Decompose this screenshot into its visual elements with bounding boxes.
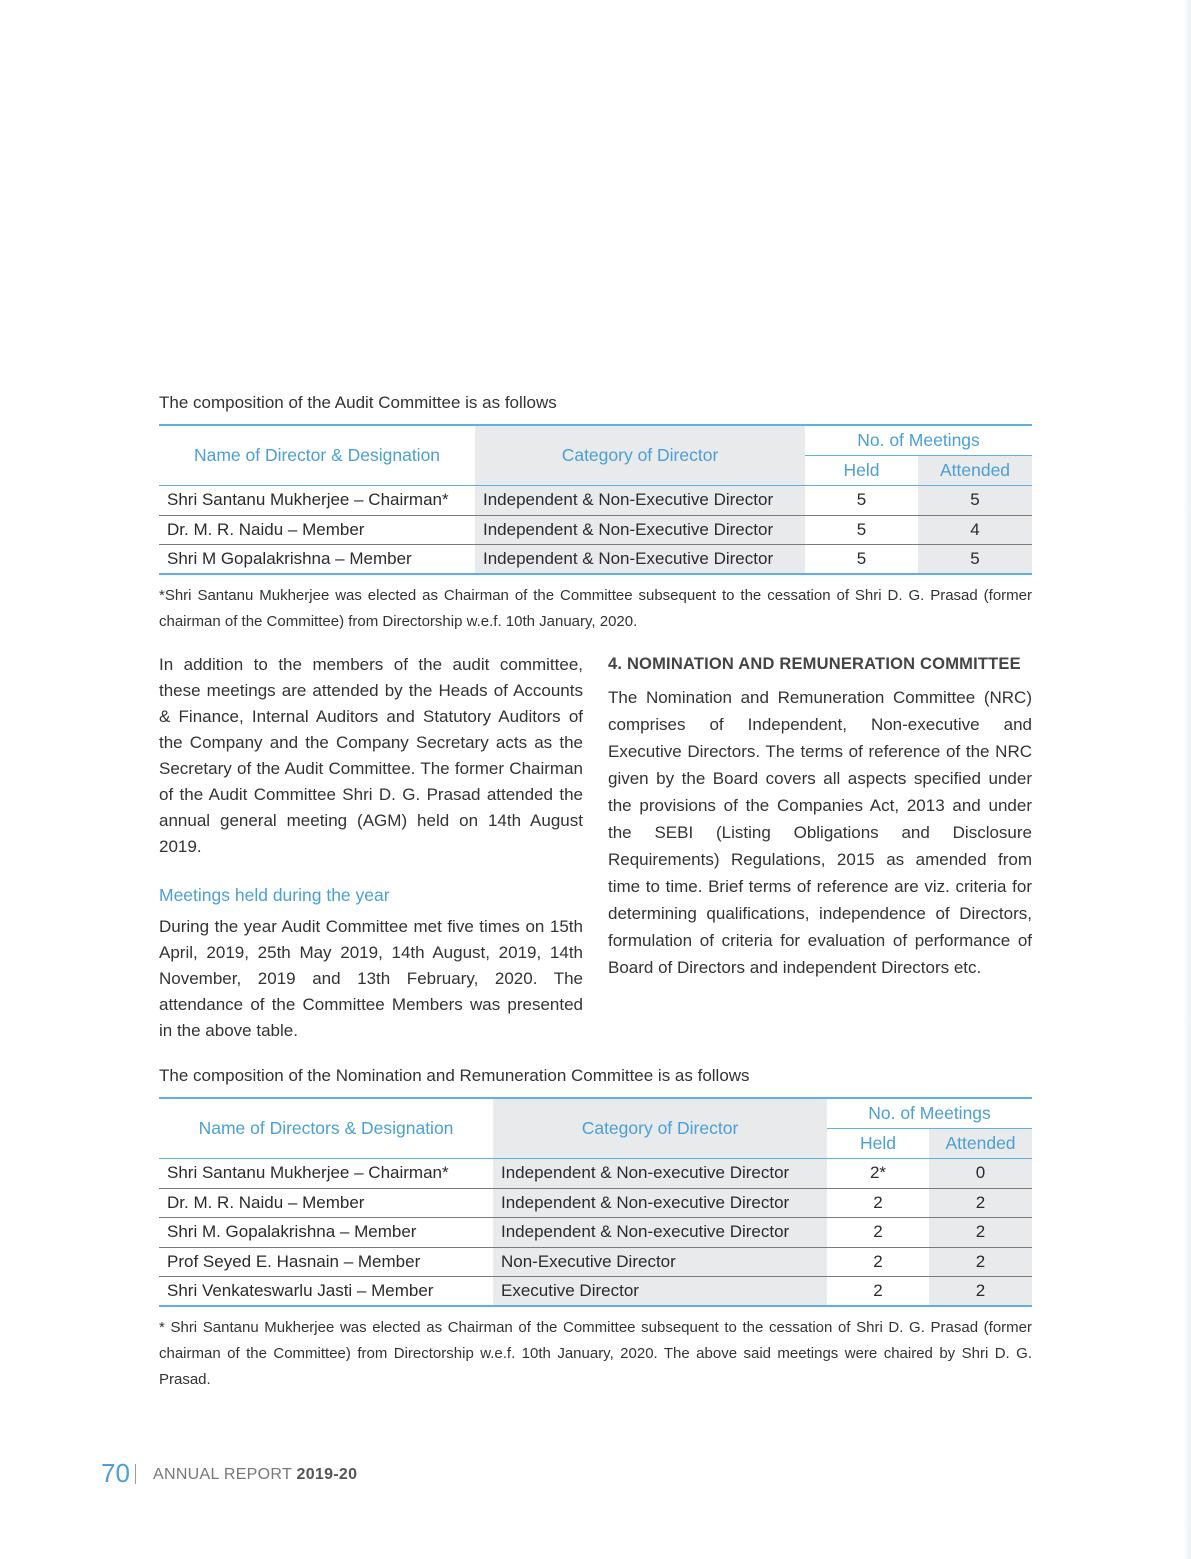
header-attended: Attended	[918, 456, 1032, 486]
header-meetings: No. of Meetings	[805, 425, 1032, 456]
director-category: Independent & Non-Executive Director	[475, 545, 805, 575]
nrc-committee-table	[159, 1097, 1032, 1307]
table-row	[159, 545, 1032, 575]
footer-year: 2019-20	[296, 1466, 358, 1483]
header-category: Category of Director	[493, 1098, 827, 1159]
audit-table-caption: The composition of the Audit Committee is as follows	[159, 393, 557, 412]
meetings-paragraph: During the year Audit Committee met five times on 15th April, 2019, 25th May 2019, 14th August, 2019, 14th November, 2019 and 13th February, 2020. The attendance of the Committee Members was presented in the above table.	[159, 917, 583, 1040]
director-name: Prof Seyed E. Hasnain – Member	[159, 1247, 493, 1277]
table-row	[159, 1188, 1032, 1218]
meetings-attended: 2	[929, 1188, 1032, 1218]
nrc-section-heading: 4. NOMINATION AND REMUNERATION COMMITTEE	[608, 655, 1021, 673]
director-name: Shri Venkateswarlu Jasti – Member	[159, 1277, 493, 1307]
nrc-table-caption: The composition of the Nomination and Remuneration Committee is as follows	[159, 1066, 750, 1085]
nrc-paragraph: The Nomination and Remuneration Committee (NRC) comprises of Independent, Non-executive and Executive Directors. The terms of reference of the NRC given by the Board covers all aspects specified under the provisions of the Companies Act, 2013 and under the SEBI (Listing Obligations and Disclosure Requirements) Regulations, 2015 as amended from time to time. Brief terms of reference are viz. criteria for determining qualifications, independence of Directors, formulation of criteria for evaluation of performance of Board of Directors and independent Directors etc.	[608, 688, 1032, 977]
meetings-held: 2	[827, 1277, 929, 1307]
meetings-held: 5	[805, 515, 918, 545]
director-category: Executive Director	[493, 1277, 827, 1307]
table-row	[159, 486, 1032, 516]
meetings-attended: 2	[929, 1277, 1032, 1307]
header-category: Category of Director	[475, 425, 805, 486]
director-category: Independent & Non-Executive Director	[475, 486, 805, 516]
page-number: 70	[101, 1458, 130, 1488]
footer-divider	[135, 1464, 136, 1484]
meetings-attended: 0	[929, 1159, 1032, 1189]
meetings-held: 5	[805, 545, 918, 575]
director-category: Independent & Non-executive Director	[493, 1159, 827, 1189]
audit-paragraph: In addition to the members of the audit committee, these meetings are attended by the Heads of Accounts & Finance, Internal Auditors and Statutory Auditors of the Company and the Company Secretary acts as the Secretary of the Audit Committee. The former Chairman of the Audit Committee Shri D. G. Prasad attended the annual general meeting (AGM) held on 14th August 2019.	[159, 655, 583, 856]
meetings-attended: 4	[918, 515, 1032, 545]
meetings-held: 5	[805, 486, 918, 516]
meetings-attended: 5	[918, 545, 1032, 575]
table-row	[159, 515, 1032, 545]
director-name: Dr. M. R. Naidu – Member	[159, 515, 475, 545]
meetings-subheading: Meetings held during the year	[159, 885, 390, 905]
header-name: Name of Directors & Designation	[198, 1118, 454, 1138]
director-category: Non-Executive Director	[493, 1247, 827, 1277]
table-row	[159, 1218, 1032, 1248]
meetings-attended: 5	[918, 486, 1032, 516]
director-category: Independent & Non-executive Director	[493, 1218, 827, 1248]
footer-label: ANNUAL REPORT	[153, 1466, 297, 1483]
meetings-held: 2	[827, 1247, 929, 1277]
header-held: Held	[860, 1133, 896, 1153]
director-name: Shri Santanu Mukherjee – Chairman*	[159, 1159, 493, 1189]
table-row	[159, 1159, 1032, 1189]
header-name: Name of Director & Designation	[193, 445, 441, 465]
footer-title	[153, 1466, 357, 1484]
table-row	[159, 1277, 1032, 1307]
table-row	[159, 1247, 1032, 1277]
audit-committee-table	[159, 424, 1032, 575]
director-name: Shri Santanu Mukherjee – Chairman*	[159, 486, 475, 516]
meetings-held: 2	[827, 1218, 929, 1248]
director-name: Shri M. Gopalakrishna – Member	[159, 1218, 493, 1248]
director-category: Independent & Non-executive Director	[493, 1188, 827, 1218]
right-column	[608, 684, 1032, 981]
nrc-footnote: * Shri Santanu Mukherjee was elected as Chairman of the Committee subsequent to the cessation of Shri D. G. Prasad (former chairman of the Committee) from Directorship w.e.f. 10th January, 2020. The above said meetings were chaired by Shri D. G. Prasad.	[159, 1319, 1032, 1388]
header-held: Held	[843, 460, 880, 480]
header-attended: Attended	[929, 1129, 1032, 1159]
meetings-attended: 2	[929, 1247, 1032, 1277]
meetings-held: 2*	[827, 1159, 929, 1189]
meetings-column	[159, 914, 583, 1044]
header-meetings: No. of Meetings	[827, 1098, 1032, 1129]
director-name: Shri M Gopalakrishna – Member	[159, 545, 475, 575]
page-edge-shade	[1183, 0, 1191, 1559]
meetings-attended: 2	[929, 1218, 1032, 1248]
audit-footnote: *Shri Santanu Mukherjee was elected as Chairman of the Committee subsequent to the cessation of Shri D. G. Prasad (former chairman of the Committee) from Directorship w.e.f. 10th January, 2020.	[159, 587, 1032, 630]
director-category: Independent & Non-Executive Director	[475, 515, 805, 545]
left-column	[159, 652, 583, 860]
meetings-held: 2	[827, 1188, 929, 1218]
director-name: Dr. M. R. Naidu – Member	[159, 1188, 493, 1218]
